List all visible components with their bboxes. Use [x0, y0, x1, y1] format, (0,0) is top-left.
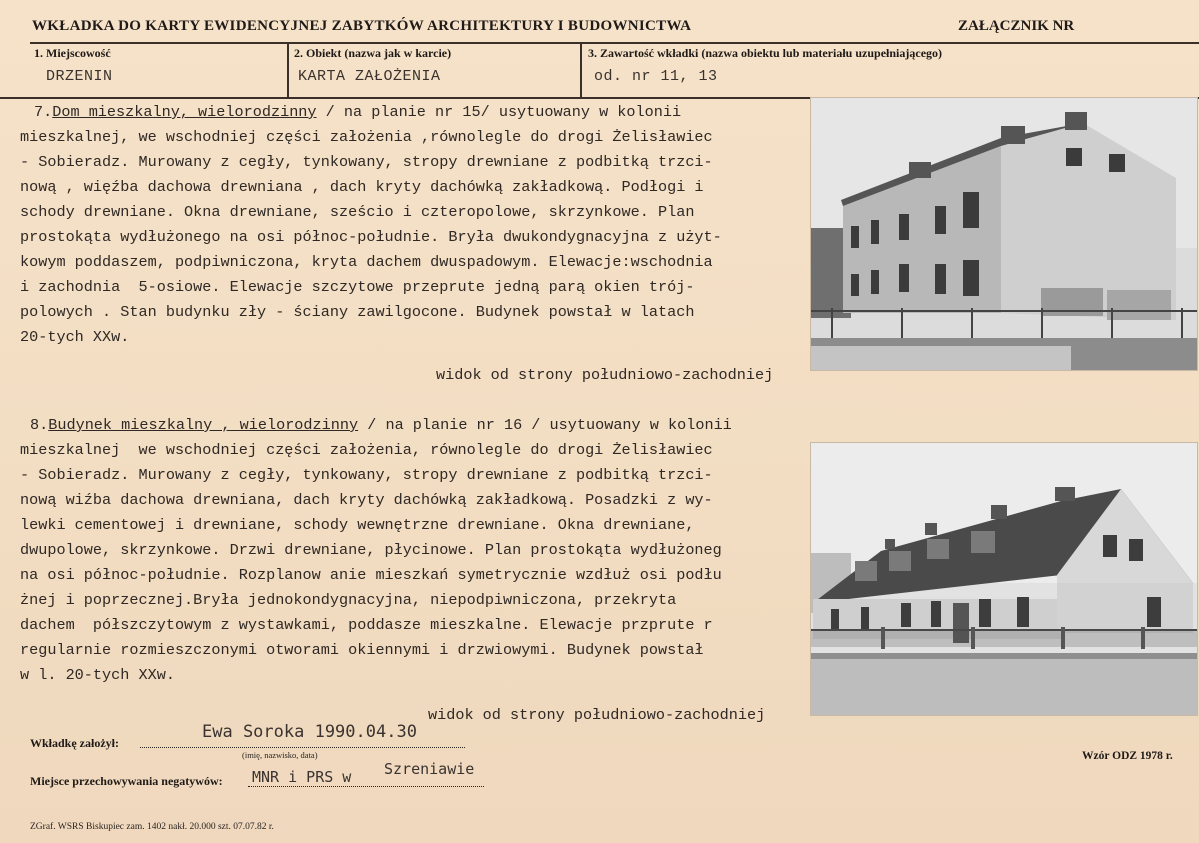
entry-8-body — [20, 438, 722, 688]
annex-label: ZAŁĄCZNIK NR — [958, 18, 1075, 34]
negatives-value-b: Szreniawie — [384, 760, 475, 778]
founder-label: Wkładkę założył: — [30, 736, 119, 750]
entry-7-line: prostokąta wydłużonego na osi północ-południe. Bryła dwukondygnacyjna z użyt- — [20, 228, 722, 246]
entry-7-line: kowym poddaszem, podpiwniczona, kryta dachem dwuspadowym. Elewacje:wschodnia — [20, 253, 713, 271]
negatives-value-a: MNR i PRS w — [252, 768, 352, 786]
entry-8-line: regularnie rozmieszczonymi otworami okiennymi i drzwiowymi. Budynek powstał — [20, 641, 704, 659]
entry-8-number: 8. — [30, 416, 49, 434]
entry-7-line: nową , więźba dachowa drewniana , dach kryty dachówką zakładkową. Podłogi i — [20, 178, 704, 196]
content-value: od. nr 11, 13 — [594, 68, 718, 85]
entry-7-body — [20, 125, 722, 350]
entry-8-line: dachem półszczytowym z wystawkami, poddasze mieszkalne. Elewacje przprute r — [20, 616, 713, 634]
card-title: WKŁADKA DO KARTY EWIDENCYJNEJ ZABYTKÓW ARCHITEKTURY I BUDOWNICTWA — [32, 18, 692, 34]
entry-8-line: mieszkalnej we wschodniej części założenia, równolegle do drogi Żelisławiec — [20, 441, 713, 459]
entry-8-line: lewki cementowej i drewniane, schody wewnętrzne drewniane. Okna drewniane, — [20, 516, 695, 534]
print-info: ZGraf. WSRS Biskupiec zam. 1402 nakł. 20.000 szt. 07.07.82 r. — [30, 822, 274, 832]
object-label: 2. Obiekt (nazwa jak w karcie) — [294, 46, 452, 60]
entry-7-line: polowych . Stan budynku zły - ściany zawilgocone. Budynek powstał w latach — [20, 303, 695, 321]
entry-7-first-line: / na planie nr 15/ usytuowany w kolonii — [316, 103, 682, 121]
header-rule — [30, 42, 1199, 44]
photo-one-storey-illustration — [811, 443, 1197, 715]
entry-7-line: - Sobieradz. Murowany z cegły, tynkowany, stropy drewniane z podbitką trzci- — [20, 153, 713, 171]
entry-7-number: 7. — [34, 103, 53, 121]
entry-7-line: 20-tych XXw. — [20, 328, 130, 346]
entry-8-line: - Sobieradz. Murowany z cegły, tynkowany, stropy drewniane z podbitką trzci- — [20, 466, 713, 484]
photo-two-storey-illustration — [811, 98, 1197, 370]
entry-8-title: Budynek mieszkalny , wielorodzinny — [48, 416, 359, 434]
field-divider-1 — [287, 42, 289, 98]
object-value: KARTA ZAŁOŻENIA — [298, 68, 441, 85]
founder-dotted-line — [140, 747, 465, 748]
entry-7-line: i zachodnia 5-osiowe. Elewacje szczytowe przeprute jedną parą okien trój- — [20, 278, 695, 296]
entry-7-line: mieszkalnej, we wschodniej części założenia ,równolegle do drogi Żelisławiec — [20, 128, 713, 146]
content-label: 3. Zawartość wkładki (nazwa obiektu lub materiału uzupełniającego) — [588, 46, 943, 60]
entry-7-title: Dom mieszkalny, wielorodzinny — [52, 103, 317, 121]
entry-8-caption: widok od strony południowo-zachodniej — [428, 706, 766, 724]
founder-hint: (imię, nazwisko, data) — [242, 750, 318, 760]
entry-7-caption: widok od strony południowo-zachodniej — [436, 366, 774, 384]
entry-8-line: dwupolowe, skrzynkowe. Drzwi drewniane, płycinowe. Plan prostokąta wydłużoneg — [20, 541, 722, 559]
negatives-label: Miejsce przechowywania negatywów: — [30, 774, 223, 788]
photo-apartment-building-two-storey — [810, 97, 1198, 371]
negatives-dotted-line — [248, 786, 484, 787]
entry-8-line: nową wiźba dachowa drewniana, dach kryty dachówką zakładkową. Posadzki z wy- — [20, 491, 713, 509]
entry-8-line: żnej i poprzecznej.Bryła jednokondygnacyjna, niepodpiwniczona, przekryta — [20, 591, 677, 609]
entry-7-text — [34, 100, 681, 125]
form-code: Wzór ODZ 1978 r. — [1082, 750, 1173, 762]
locality-label: 1. Miejscowość — [34, 46, 111, 60]
field-divider-2 — [580, 42, 582, 98]
founder-value: Ewa Soroka 1990.04.30 — [202, 722, 417, 742]
entry-8-line: w l. 20-tych XXw. — [20, 666, 175, 684]
locality-value: DRZENIN — [46, 68, 113, 85]
entry-8-text — [30, 413, 732, 438]
entry-7-line: schody drewniane. Okna drewniane, sześcio i czteropolowe, skrzynkowe. Plan — [20, 203, 695, 221]
photo-apartment-building-one-storey — [810, 442, 1198, 716]
entry-8-line: na osi północ-południe. Rozplanow anie mieszkań symetrycznie wzdłuż osi podłu — [20, 566, 722, 584]
entry-8-first-line: / na planie nr 16 / usytuowany w kolonii — [358, 416, 732, 434]
